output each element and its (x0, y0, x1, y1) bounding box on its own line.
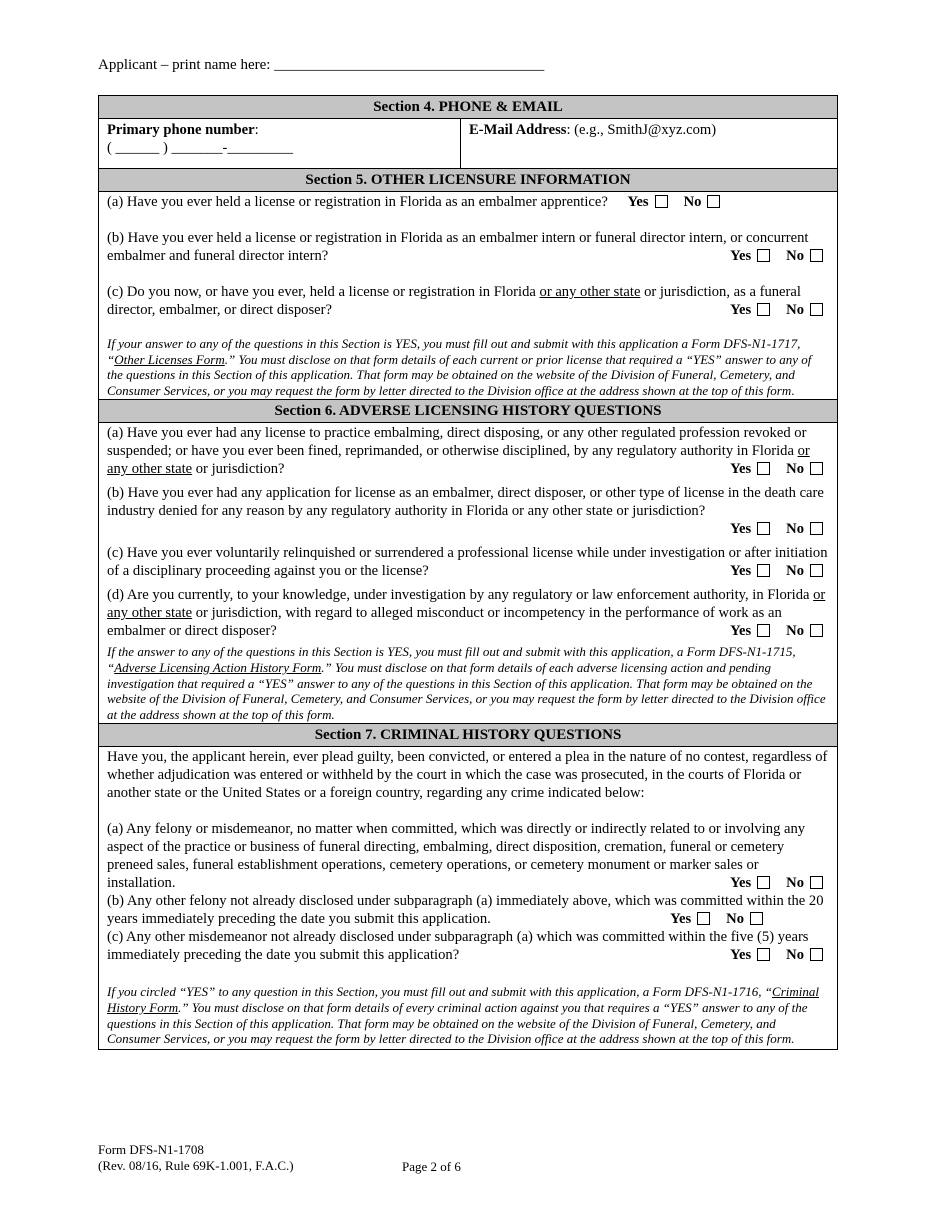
s7-question-c (107, 928, 829, 964)
form-revision: (Rev. 08/16, Rule 69K-1.001, F.A.C.) (98, 1158, 294, 1173)
s5-note (107, 336, 829, 398)
s5-qc-yes-checkbox[interactable] (757, 303, 770, 316)
s5-qb-text: (b) Have you ever held a license or registration in Florida as an embalmer intern or funeral director intern, or concurrent embalmer and funeral director intern? (107, 230, 809, 264)
s6-qa-text-1: (a) Have you ever had any license to practice embalming, direct disposing, or any other regulated profession revoked or suspended; or have you ever been fined, reprimanded, or otherwise disciplined, by any regulatory authority in Florida (107, 425, 807, 460)
s7-intro: Have you, the applicant herein, ever plead guilty, been convicted, or entered a plea in the nature of no contest, regardless of whether adjudication was entered or withheld by the court in which the case was prosecuted, in the courts of Florida or another state or the United States or a foreign country, regarding any crime indicated below: (107, 749, 828, 802)
s6-qa-answer (730, 460, 829, 478)
s5-qc-no-checkbox[interactable] (810, 303, 823, 316)
s5-note-text-2: .” You must disclose on that form details of each current or prior license that required a “YES” answer to any of the questions in this Section of this application. That form may be obtained on the website of the Division of Funeral, Cemetery, and Consumer Services, or you may request the form by letter directed to the Division office at the address shown at the top of this form (107, 351, 812, 398)
s5-qc-text-1: (c) Do you now, or have you ever, held a license or registration in Florida (107, 284, 540, 300)
email-label: E-Mail Address (469, 122, 567, 138)
s6-note-text-2: .” You must disclose on that form details of each adverse licensing action and pending investigation that required a “YES” answer to any of the questions in this Section of this application. That form may be obtained on the website of the Division of Funeral, Cemetery, and Consumer Services, or you may request the form by letter directed to the Division office at the address shown at the top of this form. (107, 659, 826, 722)
s6-qb-text: (b) Have you ever had any application for license as an embalmer, direct disposer, or other type of license in the death care industry denied for any reason by any regulatory authority in Florida or any other state or jurisdiction? (107, 485, 824, 520)
s6-question-b (107, 484, 829, 538)
s5-note-end: . (791, 382, 795, 398)
s6-qb-yes-checkbox[interactable] (757, 522, 770, 535)
s6-qa-yes-checkbox[interactable] (757, 462, 770, 475)
s6-qb-answer (730, 521, 829, 537)
s6-qc-text: (c) Have you ever voluntarily relinquished or surrendered a professional license while under investigation or after initiation of a disciplinary proceeding against you or the license? (107, 545, 828, 580)
footer (98, 1142, 294, 1174)
other-licenses-form-link: Other Licenses Form (114, 351, 225, 367)
application-form (98, 95, 838, 1050)
criminal-history-form-link: Criminal History Form (107, 984, 819, 1015)
s7-qa-text: (a) Any felony or misdemeanor, no matter when committed, which was directly or indirectly related to or involving any aspect of the practice or business of funeral directing, embalming, direct disposition, cremation, funeral or cemetery preneed sales, funeral establishment operations, cemetery operations, or cemetery monument or marker sales or installation. (107, 821, 806, 892)
s7-qa-no-checkbox[interactable] (810, 876, 823, 889)
yes-label: Yes (730, 563, 752, 580)
section-6-body (99, 423, 837, 722)
s7-qb-text: (b) Any other felony not already disclosed under subparagraph (a) immediately above, which was committed within the 20 years immediately preceding the date you submit this application. (107, 893, 824, 928)
s7-qc-answer (730, 946, 829, 964)
s6-note-text-1: If the answer to any of the questions in this Section is YES, you must fill out and submit with this application, a Form DFS-N1-1715, “ (107, 644, 796, 675)
s7-qc-text: (c) Any other misdemeanor not already disclosed under subparagraph (a) which was committed within the five (5) years immediately preceding the date you submit this application? (107, 929, 809, 964)
s6-note (107, 644, 829, 722)
form-id: Form DFS-N1-1708 (98, 1142, 204, 1157)
s7-qb-answer (670, 910, 769, 928)
s6-qd-text-2: or jurisdiction, with regard to alleged misconduct or incompetency in the performance of work as an embalmer or direct disposer? (107, 605, 782, 640)
page-number: Page 2 of 6 (402, 1159, 461, 1174)
s6-qc-yes-checkbox[interactable] (757, 564, 770, 577)
s7-question-b (107, 892, 829, 928)
s7-qc-yes-checkbox[interactable] (757, 948, 770, 961)
no-label: No (726, 911, 744, 928)
section-4-heading: Section 4. PHONE & EMAIL (99, 96, 837, 119)
s5-question-a (107, 193, 829, 211)
s6-qc-answer (730, 562, 829, 580)
yes-label: Yes (730, 248, 752, 264)
no-label: No (786, 623, 804, 640)
no-label: No (786, 947, 804, 964)
phone-input-blank[interactable]: ( ______ ) _______-_________ (107, 140, 294, 156)
s5-question-c (107, 283, 829, 319)
section-5-heading: Section 5. OTHER LICENSURE INFORMATION (99, 169, 837, 192)
yes-label: Yes (730, 623, 752, 640)
s6-qd-yes-checkbox[interactable] (757, 624, 770, 637)
no-label: No (683, 194, 702, 210)
s6-question-d (107, 586, 829, 640)
no-label: No (786, 461, 804, 478)
section-7-body (99, 747, 837, 1046)
s5-qc-answer (730, 301, 829, 319)
s5-qc-text-2: or jurisdiction, as a funeral director, embalmer, or direct disposer? (107, 284, 801, 318)
phone-label: Primary phone number (107, 122, 255, 138)
no-label: No (786, 248, 804, 264)
s5-qa-no-checkbox[interactable] (707, 195, 720, 208)
yes-label: Yes (627, 194, 649, 210)
s6-question-c (107, 544, 829, 580)
s7-note (107, 984, 829, 1046)
s6-qd-answer (730, 622, 829, 640)
s7-qb-yes-checkbox[interactable] (697, 912, 710, 925)
s5-qa-text: (a) Have you ever held a license or registration in Florida as an embalmer apprentice? (107, 194, 608, 210)
yes-label: Yes (670, 911, 692, 928)
s5-qb-no-checkbox[interactable] (810, 249, 823, 262)
s7-qb-no-checkbox[interactable] (750, 912, 763, 925)
s6-qa-no-checkbox[interactable] (810, 462, 823, 475)
s6-qd-underline: or any other state (107, 587, 826, 622)
section-7-heading: Section 7. CRIMINAL HISTORY QUESTIONS (99, 723, 837, 747)
no-label: No (786, 521, 804, 538)
s6-qa-text-2: or jurisdiction? (192, 461, 285, 478)
no-label: No (786, 563, 804, 580)
s6-qd-no-checkbox[interactable] (810, 624, 823, 637)
phone-email-row (99, 119, 837, 169)
s5-note-text-1: If your answer to any of the questions in this Section is YES, you must fill out and submit with this application a Form DFS-N1-1717, “ (107, 336, 801, 367)
s5-qa-answer (628, 194, 727, 210)
s7-note-text-1: If you circled “YES” to any question in this Section, you must fill out and submit with this application, a Form DFS-N1-1716, “ (107, 984, 773, 1000)
s5-qb-answer (730, 247, 829, 265)
yes-label: Yes (730, 461, 752, 478)
yes-label: Yes (730, 302, 752, 318)
s5-qa-yes-checkbox[interactable] (655, 195, 668, 208)
yes-label: Yes (730, 521, 752, 538)
yes-label: Yes (730, 947, 752, 964)
phone-cell (99, 119, 461, 168)
s7-note-text-2: .” You must disclose on that form details of every criminal action against you that requires a “YES” answer to any of the questions in this Section of this application. That form may be obtained on the website of the Division of Funeral, Cemetery, and Consumer Services, or you may request the form by letter directed to the Division office at the address shown at the top of this form. (107, 999, 808, 1047)
s5-qb-yes-checkbox[interactable] (757, 249, 770, 262)
email-cell[interactable] (461, 119, 837, 168)
s6-question-a (107, 424, 829, 478)
s7-qa-answer (730, 874, 829, 892)
no-label: No (786, 875, 804, 892)
section-5-body (99, 192, 837, 398)
phone-colon: : (254, 122, 259, 138)
s6-qa-underline: or any other state (107, 443, 810, 478)
s7-qc-no-checkbox[interactable] (810, 948, 823, 961)
applicant-name-line: Applicant – print name here: ____________________________________ (98, 57, 545, 73)
s6-qc-no-checkbox[interactable] (810, 564, 823, 577)
yes-label: Yes (730, 875, 752, 892)
s6-qb-no-checkbox[interactable] (810, 522, 823, 535)
s5-qc-underline: or any other state (539, 284, 641, 300)
section-6-heading: Section 6. ADVERSE LICENSING HISTORY QUESTIONS (99, 399, 837, 423)
s7-qa-yes-checkbox[interactable] (757, 876, 770, 889)
email-hint: : (e.g., SmithJ@xyz.com) (566, 122, 717, 138)
s7-question-a (107, 820, 829, 892)
s5-question-b (107, 229, 829, 265)
s6-qd-text-1: (d) Are you currently, to your knowledge, under investigation by any regulatory or law enforcement authority, in Florida (107, 587, 814, 604)
adverse-licensing-form-link: Adverse Licensing Action History Form (114, 659, 322, 675)
no-label: No (786, 302, 804, 318)
